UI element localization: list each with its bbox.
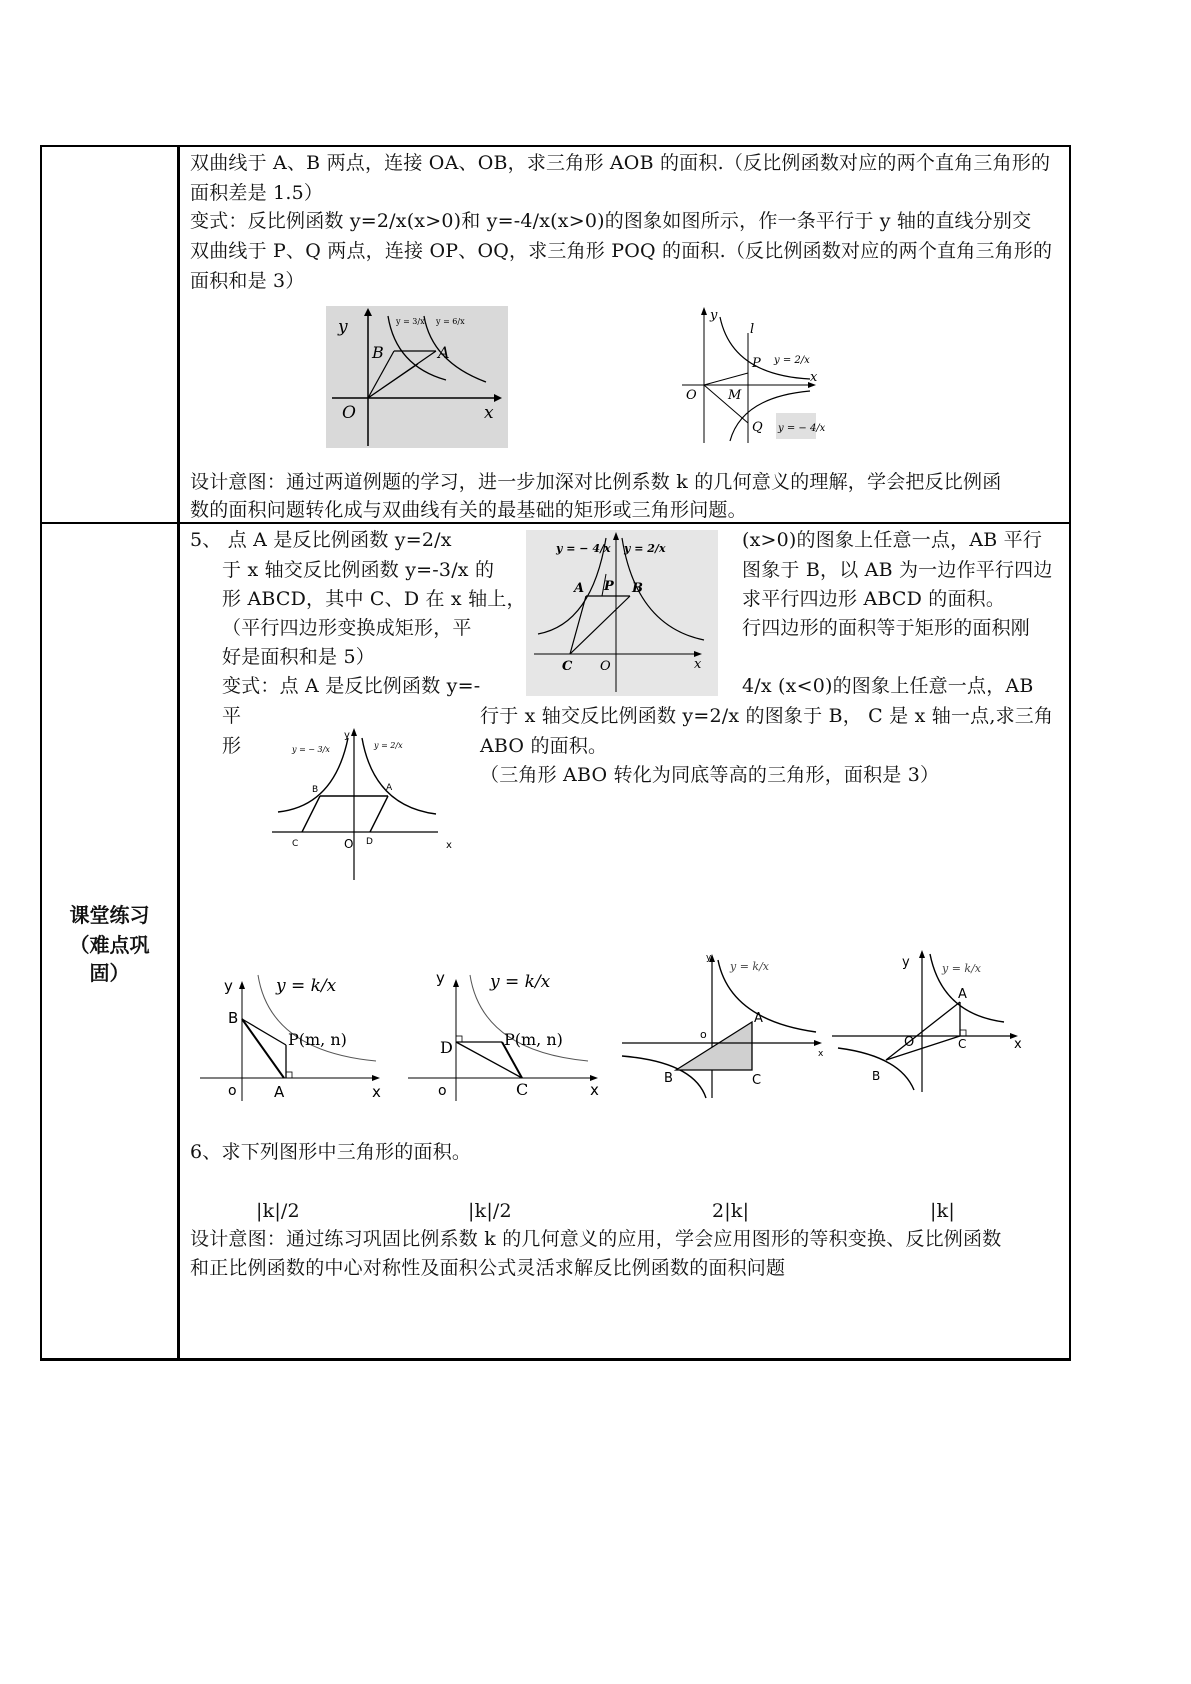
- problem5-mid-2: ABO 的面积。: [480, 735, 608, 757]
- fig8-a-label: A: [958, 987, 967, 1002]
- section1-line-5: 面积和是 3）: [190, 270, 305, 292]
- fig7-c-label: C: [752, 1073, 762, 1088]
- figure-hyperbola-aob: [326, 306, 508, 448]
- problem5-left-7: 平: [222, 705, 242, 727]
- fig8-b-label: B: [872, 1069, 881, 1083]
- section1-design-line-1: 设计意图：通过两道例题的学习，进一步加深对比例系数 k 的几何意义的理解，学会把反比例函: [190, 471, 1002, 493]
- figure-parallelogram-abcd: [526, 530, 718, 696]
- section1-line-1: 双曲线于 A、B 两点，连接 OA、OB，求三角形 AOB 的面积.（反比例函数对应的两个直角三角形的: [190, 152, 1051, 174]
- answer-3: 2|k|: [712, 1200, 750, 1222]
- category-label-line-1: 课堂练习: [69, 903, 150, 927]
- fig4-func-1: y = − 3/x: [292, 745, 330, 754]
- fig4-b-label: B: [312, 785, 319, 795]
- fig2-q-label: Q: [752, 420, 763, 435]
- fig4-o-label: O: [344, 837, 354, 851]
- problem5-left-3: 形 ABCD，其中 C、D 在 x 轴上，: [222, 588, 526, 610]
- problem5-mid-3: （三角形 ABO 转化为同底等高的三角形，面积是 3）: [480, 764, 940, 786]
- fig4-x-label: x: [446, 840, 452, 851]
- problem5-right-4: 行四边形的面积等于矩形的面积刚: [742, 617, 1031, 639]
- category-label-line-2: （难点巩: [69, 933, 150, 957]
- figure-hyperbola-poq: [680, 305, 826, 445]
- section1-line-4: 双曲线于 P、Q 两点，连接 OP、OQ，求三角形 POQ 的面积.（反比例函数对应的两个直角三角形的: [190, 240, 1053, 262]
- category-label-line-3: 固）: [89, 961, 130, 985]
- fig5-b-label: B: [228, 1009, 239, 1027]
- fig3-p-label: P: [604, 579, 614, 594]
- fig4-func-2: y = 2/x: [374, 741, 403, 750]
- problem5-right-3: 求平行四边形 ABCD 的面积。: [742, 588, 1006, 610]
- fig7-func: y = k/x: [730, 960, 769, 973]
- fig1-x-label: x: [484, 403, 494, 423]
- figure-triangle-dpc: [408, 955, 608, 1105]
- section2-design-line-1: 设计意图：通过练习巩固比例系数 k 的几何意义的应用，学会应用图形的等积变换、反比例函数: [190, 1228, 1002, 1250]
- fig6-c-label: C: [516, 1080, 529, 1099]
- answer-2: |k|/2: [468, 1200, 512, 1222]
- fig1-b-label: B: [372, 343, 384, 362]
- fig5-p-label: P(m, n): [288, 1030, 347, 1049]
- fig7-y-label: y: [706, 953, 712, 963]
- problem5-left-4: （平行四边形变换成矩形，平: [222, 617, 472, 639]
- fig4-c-label: C: [292, 839, 299, 849]
- table-bottom-border: [40, 1358, 1071, 1361]
- problem5-right-5: 4/x (x<0)的图象上任意一点，AB: [742, 675, 1034, 697]
- fig1-y-label: y: [338, 317, 348, 337]
- figure-triangle-bpa: [200, 955, 390, 1105]
- table-column-divider: [177, 145, 180, 1360]
- fig3-func-2: y = 2/x: [624, 542, 666, 555]
- problem5-right-2: 图象于 B，以 AB 为一边作平行四边: [742, 559, 1053, 581]
- fig7-o-label: o: [700, 1028, 707, 1041]
- fig2-o-label: O: [686, 388, 697, 403]
- problem5-left-6: 变式：点 A 是反比例函数 y=-: [222, 675, 481, 697]
- fig3-x-label: x: [694, 657, 702, 672]
- fig6-x-label: x: [590, 1081, 599, 1099]
- fig4-d-label: D: [366, 837, 373, 847]
- section1-design-line-2: 数的面积问题转化成与双曲线有关的最基础的矩形或三角形问题。: [190, 499, 747, 521]
- fig4-a-label: A: [386, 783, 393, 793]
- problem6-text: 6、求下列图形中三角形的面积。: [190, 1141, 472, 1163]
- table-top-border: [40, 145, 1071, 147]
- fig6-y-label: y: [436, 969, 445, 987]
- fig7-x-label: x: [818, 1049, 824, 1059]
- problem5-left-5: 好是面积和是 5）: [222, 646, 375, 668]
- fig7-a-label: A: [754, 1011, 763, 1026]
- fig3-c-label: C: [562, 659, 573, 674]
- figure-triangle-abc-shaded: [620, 948, 830, 1100]
- figure-triangle-aob-c: [832, 944, 1030, 1094]
- fig4-y-label: y: [344, 730, 350, 741]
- fig2-func-2: y = − 4/x: [778, 423, 826, 434]
- problem5-left-1: 5、 点 A 是反比例函数 y=2/x: [190, 529, 452, 551]
- fig6-p-label: P(m, n): [504, 1030, 563, 1049]
- section1-line-3: 变式：反比例函数 y=2/x(x>0)和 y=-4/x(x>0)的图象如图所示，作一条平行于 y 轴的直线分别交: [190, 210, 1032, 232]
- fig2-m-label: M: [728, 388, 742, 403]
- fig2-l-label: l: [750, 322, 755, 337]
- fig6-o-label: o: [438, 1083, 447, 1099]
- fig3-a-label: A: [574, 581, 585, 596]
- problem5-left-2: 于 x 轴交反比例函数 y=-3/x 的: [222, 559, 495, 581]
- fig5-o-label: o: [228, 1083, 237, 1099]
- fig6-func: y = k/x: [490, 972, 551, 992]
- problem5-mid-1: 行于 x 轴交反比例函数 y=2/x 的图象于 B， C 是 x 轴一点,求三角: [480, 705, 1054, 727]
- section2-design-line-2: 和正比例函数的中心对称性及面积公式灵活求解反比例函数的面积问题: [190, 1257, 786, 1279]
- answer-4: |k|: [930, 1200, 955, 1222]
- figure-triangle-abo: [270, 724, 460, 882]
- fig1-func-2: y = 6/x: [436, 317, 465, 326]
- fig8-func: y = k/x: [942, 962, 981, 975]
- fig5-x-label: x: [372, 1083, 381, 1101]
- fig5-a-label: A: [274, 1083, 285, 1101]
- fig2-y-label: y: [710, 308, 718, 323]
- table-right-border: [1069, 145, 1071, 1360]
- fig8-x-label: x: [1014, 1037, 1022, 1052]
- fig6-d-label: D: [440, 1038, 453, 1057]
- fig5-y-label: y: [224, 977, 233, 995]
- fig3-b-label: B: [632, 581, 643, 596]
- fig2-x-label: x: [810, 370, 818, 385]
- fig8-y-label: y: [902, 955, 910, 970]
- fig5-func: y = k/x: [276, 976, 337, 996]
- fig8-o-label: O: [904, 1035, 915, 1050]
- problem5-left-8: 形: [222, 735, 242, 757]
- section1-line-2: 面积差是 1.5）: [190, 182, 324, 204]
- answer-1: |k|/2: [256, 1200, 300, 1222]
- fig3-func-1: y = − 4/x: [556, 542, 611, 555]
- fig2-p-label: P: [752, 356, 761, 371]
- table-left-border: [40, 145, 42, 1360]
- fig8-c-label: C: [958, 1037, 967, 1051]
- fig1-func-1: y = 3/x: [396, 317, 425, 326]
- fig7-b-label: B: [664, 1071, 673, 1086]
- fig1-a-label: A: [438, 343, 450, 362]
- fig3-o-label: O: [600, 659, 611, 674]
- problem5-right-1: (x>0)的图象上任意一点，AB 平行: [742, 529, 1043, 551]
- fig1-o-label: O: [342, 403, 356, 423]
- fig2-func-1: y = 2/x: [774, 355, 810, 366]
